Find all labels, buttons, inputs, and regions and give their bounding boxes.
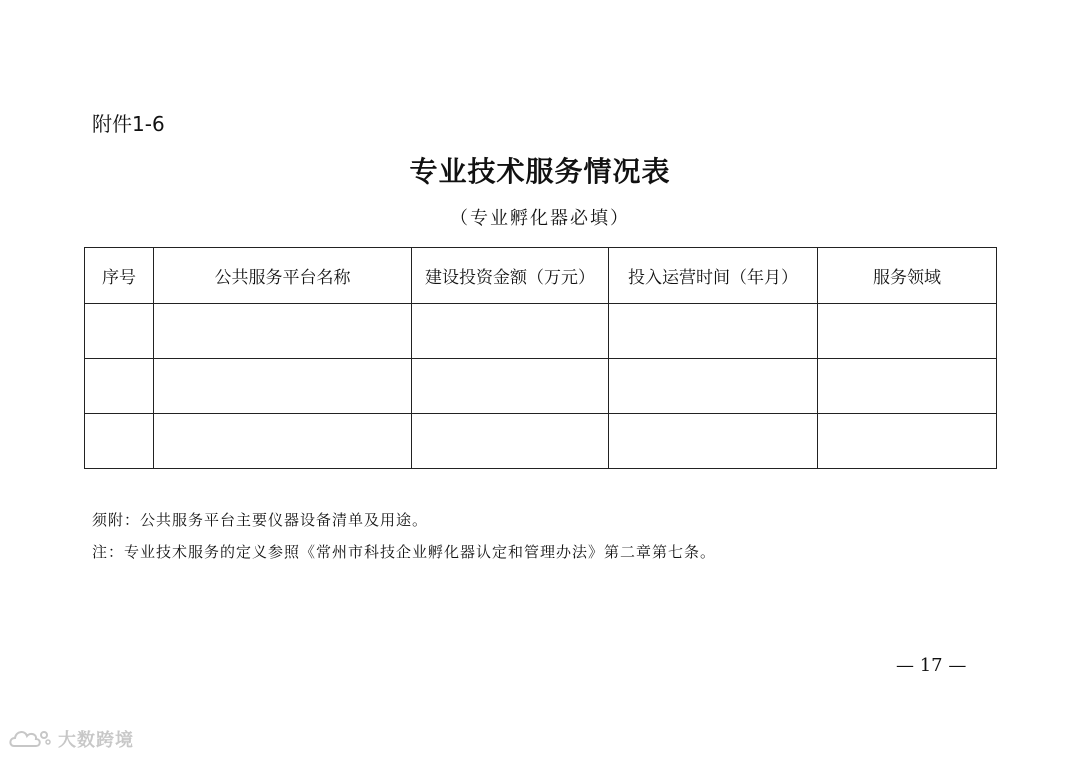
- table-row: [85, 304, 997, 359]
- table-cell: [609, 304, 818, 359]
- document-title: 专业技术服务情况表: [409, 155, 671, 188]
- table-cell: [154, 359, 412, 414]
- cloud-logo-icon: [8, 726, 52, 752]
- table-cell: [85, 414, 154, 469]
- document-subtitle: （专业孵化器必填）: [450, 208, 630, 229]
- attachment-label: 附件1-6: [92, 112, 165, 136]
- page-number: — 17 —: [896, 655, 967, 676]
- table-cell: [412, 304, 609, 359]
- table-cell: [154, 414, 412, 469]
- table-cell: [818, 414, 997, 469]
- table-cell: [818, 359, 997, 414]
- table-cell: [609, 359, 818, 414]
- table-cell: [412, 359, 609, 414]
- header-serial-number: 序号: [85, 248, 154, 304]
- watermark: [8, 726, 134, 752]
- header-service-field: 服务领域: [818, 248, 997, 304]
- table-cell: [412, 414, 609, 469]
- header-investment-amount: 建设投资金额（万元）: [412, 248, 609, 304]
- note-required-attachment: 须附：公共服务平台主要仪器设备清单及用途。: [92, 511, 429, 529]
- table-cell: [154, 304, 412, 359]
- header-platform-name: 公共服务平台名称: [154, 248, 412, 304]
- header-operation-start-time: 投入运营时间（年月）: [609, 248, 818, 304]
- table-row: [85, 414, 997, 469]
- table-cell: [609, 414, 818, 469]
- service-table: [84, 247, 997, 469]
- table-header-row: [85, 248, 997, 304]
- table-cell: [818, 304, 997, 359]
- table-row: [85, 359, 997, 414]
- table-cell: [85, 304, 154, 359]
- table-cell: [85, 359, 154, 414]
- watermark-text: 大数跨境: [58, 730, 134, 751]
- note-definition: 注：专业技术服务的定义参照《常州市科技企业孵化器认定和管理办法》第二章第七条。: [92, 543, 717, 561]
